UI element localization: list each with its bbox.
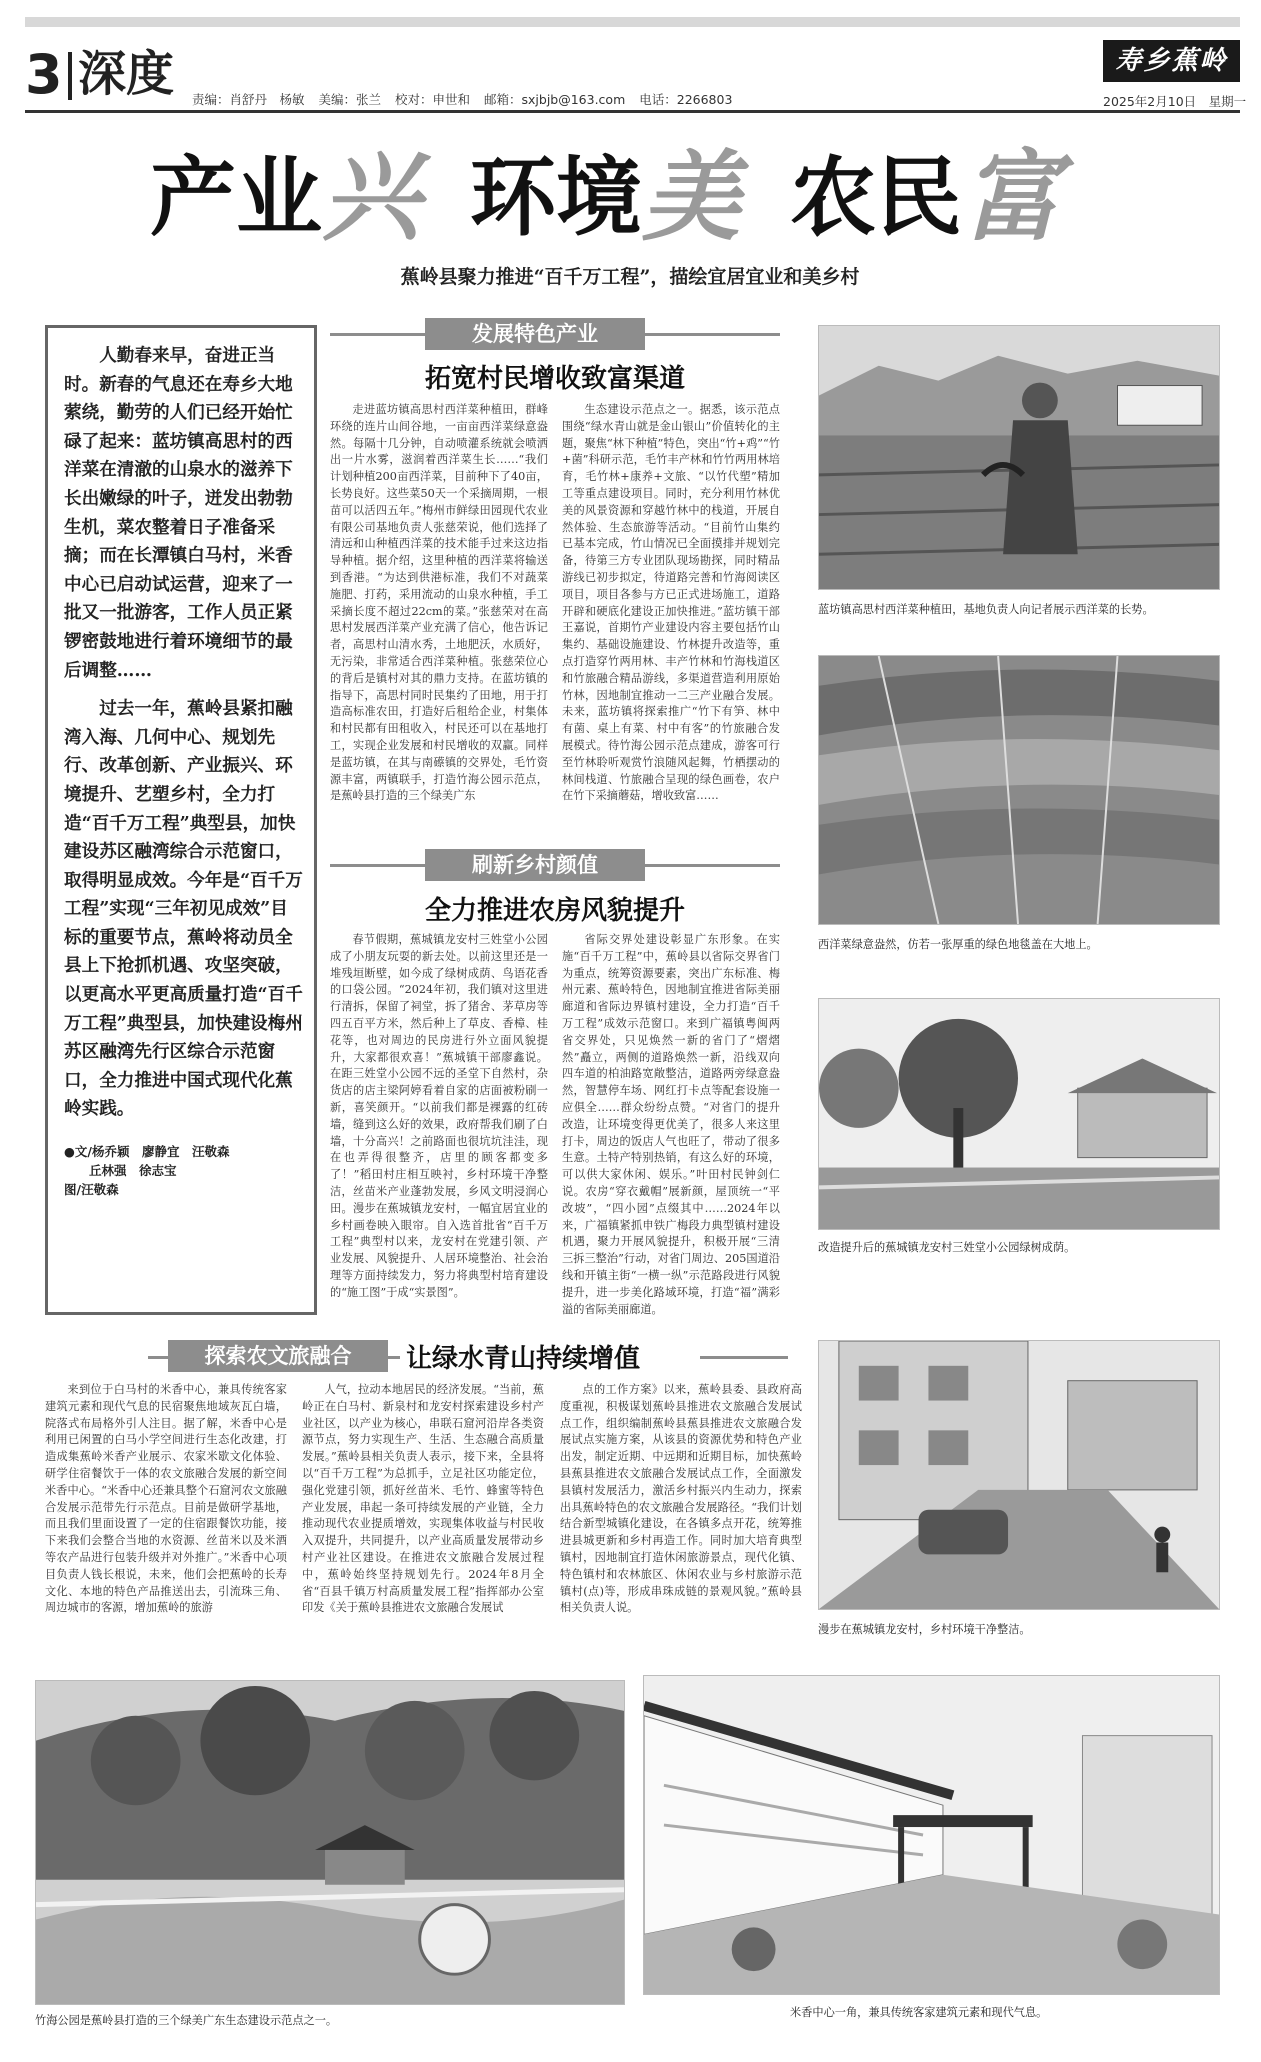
section2-column-2 [562,932,780,1320]
headline-accent3: 富 [962,140,1061,255]
section3-text-2: 人气，拉动本地居民的经济发展。“当前，蕉岭正在白马村、新泉村和龙安村探索建设乡村产业社区，以产业为核心，串联石窟河沿岸各类资源节点，努力实现生产、生活、生态融合高质量发展。”蕉岭县相关负责人表示，接下来，全县将以“百千万工程”为总抓手，立足社区功能定位，强化党建引领，抓好丝苗米、毛竹、蜂蜜等特色产业发展，串起一条可持续发展的产业链，全力推动现代农业提质增效，实现集体收益与村民收入双提升，共同提升，以产业高质量发展带动乡村产业社区建设。在推进农文旅融合发展过程中，蕉岭始终坚持规划先行。2024年8月全省“百县千镇万村高质量发展工程”指挥部办公室印发《关于蕉岭县推进农文旅融合发展试 [302,1383,544,1615]
designer: 美编：张兰 [318,92,382,107]
byline-line-1: ●文/杨乔颖 廖静宜 汪敬森 [64,1144,230,1160]
masthead-separator [68,52,72,100]
photo-bamboo-park [35,1680,625,2005]
section2-column-1 [330,932,548,1320]
lead-paragraph-2: 过去一年，蕉岭县紧扣融湾入海、几何中心、规划先行、改革创新、产业振兴、环境提升、艺塑乡村，全力打造“百千万工程”典型县，加快建设苏区融湾综合示范窗口，取得明显成效。今年是“百千万工程”实现“三年初见成效”目标的重要节点，蕉岭将动员全县上下抢抓机遇、攻坚突破，以更高水平更高质量打造“百千万工程”典型县，加快建设梅州苏区融湾先行区综合示范窗口，全力推进中国式现代化蕉岭实践。 [64,698,303,1120]
section3-column-1 [45,1382,287,1654]
headline-accent1: 兴 [322,140,421,255]
phone: 电话：2266803 [639,92,733,107]
photo-rice-center [643,1675,1220,1995]
headline-part3: 农民 [790,147,962,248]
caption-2: 西洋菜绿意盎然，仿若一张厚重的绿色地毯盖在大地上。 [818,938,1098,951]
headline-part1: 产业 [150,147,322,248]
photo-village-street [818,1340,1220,1610]
editor: 责编：肖舒丹 杨敏 [192,92,305,107]
byline-line-2: 丘林强 徐志宝 [64,1163,177,1179]
section1-text-1: 走进蓝坊镇高思村西洋菜种植田，群峰环绕的连片山间谷地，一亩亩西洋菜绿意盎然。每隔十几分钟，自动喷灌系统就会喷洒出一片水雾，滋润着西洋菜生长……“我们计划种植200亩西洋菜，目前种下了40亩，长势良好。这些菜50天一个采摘周期，一根苗可以活四五年。”梅州市鲜绿田园现代农业有限公司基地负责人张慈荣说，他们选择了清远和山种植西洋菜的技术能手过来这边指导种植。据介绍，这里种植的西洋菜将输送到香港。“为达到供港标准，我们不对蔬菜施肥、打药，采用流动的山泉水种植，手工采摘长度不超过22cm的菜。”张慈荣对在高思村发展西洋菜产业充满了信心，他告诉记者，高思村山清水秀，土地肥沃，水质好，无污染，非常适合西洋菜种植。张慈荣位心的背后是镇村对其的鼎力支持。在蓝坊镇的指导下，高思村同时民集约了田地，用于打造高标准农田，打造好后租给企业，村集体和村民都有田租收入，村民还可以在基地打工，实现企业发展和村民增收的双赢。同样是蓝坊镇，在其与南礤镇的交界处，毛竹资源丰富，两镇联手，打造竹海公园示范点，是蕉岭县打造的三个绿美广东 [330,403,548,803]
caption-4: 漫步在蕉城镇龙安村，乡村环境干净整洁。 [818,1623,1031,1636]
section2-text-2: 省际交界处建设彰显广东形象。在实施“百千万工程”中，蕉岭县以省际交界省门为重点，统筹资源要素，突出广东标准、梅州元素、蕉岭特色，因地制宜推进省际美丽廊道和省际边界镇村建设，全力打造“百千万工程”成效示范窗口。来到广福镇粤闽两省交界处，只见焕然一新的省门了“熠熠然”矗立，两侧的道路焕然一新，沿线双向四车道的柏油路宽敞整洁，道路两旁绿意盎然，智慧停车场、网红打卡点等配套设施一应俱全……群众纷纷点赞。“对省门的提升改造，让环境变得更优美了，很多人来这里打卡，周边的饭店人气也旺了，带动了很多生意。土特产特别热销，有这么好的环境，可以供大家休闲、娱乐。”叶田村民钟剑仁说。农房“穿衣戴帽”展新颜，屋顶统一“平改坡”，“四小园”点缀其中……2024年以来，广福镇紧抓申铁广梅段力典型镇村建设机遇，聚力开展风貌提升，积极开展“三清三拆三整治”行动，对省门周边、205国道沿线和开镇主街“一横一纵”示范路段进行风貌提升，进一步美化路域环境，打造“福”满彩溢的省际美丽廊道。 [562,933,780,1316]
byline [64,1142,304,1199]
photo-watercress-terraces [818,655,1220,925]
section1-text-2: 生态建设示范点之一。据悉，该示范点围绕“绿水青山就是金山银山”价值转化的主题，聚焦“林下种植”特色，突出“竹+鸡”“竹+菌”科研示范，毛竹丰产林和竹竹两用林培育，毛竹林+康养+文旅、“以竹代塑”精加工等重点建设项目。同时，充分利用竹林优美的风景资源和穿越竹林中的栈道，开展自然体验、生态旅游等活动。“目前竹山集约已基本完成，竹山情况已全面摸排并规划完备，待第三方专业团队现场勘探，同时精品游线已初步拟定，待道路完善和竹海阅读区项目，项目各参与方已正式进场施工，道路开辟和硬底化建设正加快推进。”蓝坊镇干部王嘉说，首期竹产业建设内容主要包括竹山集约、基础设施建设、竹林提升改造等，重点打造穿竹两用林、丰产竹林和竹海栈道区和竹旅融合精品游线，多渠道营造利用原始竹林，因地制宜推动一二三产业融合发展。未来，蓝坊镇将探索推广“竹下有笋、林中有菌、桌上有菜、村中有客”的竹旅融合发展模式。待竹海公园示范点建成，游客可行至竹林聆听观赏竹浪随风起舞，竹栖摆动的林间栈道、竹旅融合呈现的绿色画卷，农户在竹下采摘蘑菇，增收致富…… [562,403,780,803]
section3-banner: 探索农文旅融合 [168,1340,388,1372]
photo-farmer-watercress [818,325,1220,590]
section1-title: 拓宽村民增收致富渠道 [424,364,685,394]
main-headline [150,140,1061,255]
newspaper-logo: 寿乡蕉岭 [1103,40,1240,82]
top-gray-bar [25,17,1240,27]
headline-accent2: 美 [642,140,741,255]
section1-column-1 [330,402,548,806]
caption-5: 竹海公园是蕉岭县打造的三个绿美广东生态建设示范点之一。 [35,2014,338,2027]
section3-title: 让绿水青山持续增值 [400,1338,700,1375]
section3-text-1: 来到位于白马村的米香中心，兼具传统客家建筑元素和现代气息的民宿聚焦地域灰瓦白墙，院落式布局格外引人注目。据了解，米香中心是利用已闲置的白马小学空间进行生态化改建，打造成集蕉岭米香产业展示、农家米歇文化体验、研学住宿餐饮于一体的农文旅融合发展的新空间米香中心。“米香中心还兼具整个石窟河农文旅融合发展示范带先行示范点。目前是做研学基地，而且我们里面设置了一定的住宿跟餐饮功能，接下来我们会整合当地的水资源、丝苗米以及米酒等农产品进行包装升级并对外推广。”米香中心项目负责人钱长根说，未来，他们会把蕉岭的长寿文化、本地的特色产品推送出去，引流珠三角、周边城市的客源，增加蕉岭的旅游 [45,1383,287,1615]
section1-banner: 发展特色产业 [425,318,645,350]
headline-part2: 环境 [470,147,642,248]
email: 邮箱：sxjbjb@163.com [484,92,626,107]
section3-text-3: 点的工作方案》以来，蕉岭县委、县政府高度重视，积极谋划蕉岭县推进农文旅融合发展试点工作，组织编制蕉岭县蕉县推进农文旅融合发展试点实施方案，从该县的资源优势和特色产业出发，制定近期、中远期和近期目标，加快蕉岭县蕉县推进农文旅融合发展试点工作，全面激发县镇村发展活力，激活乡村振兴内生动力，探索出具蕉岭特色的农文旅融合发展路径。“我们计划结合新型城镇化建设，在各镇多点开花，统筹推进县城更新和乡村再造工作。同时加大培育典型镇村，因地制宜打造休闲旅游景点，现代化镇、特色镇村和农林旅区、休闲农业与乡村旅游示范镇村(点)等，形成串珠成链的景观风貌。”蕉岭县相关负责人说。 [560,1383,802,1615]
caption-1: 蓝坊镇高思村西洋菜种植田，基地负责人向记者展示西洋菜的长势。 [818,603,1154,616]
lead-box [45,325,317,1315]
section2-title: 全力推进农房风貌提升 [424,896,685,926]
credits-line [192,90,742,108]
lead-paragraph-1: 人勤春来早，奋进正当时。新春的气息还在寿乡大地萦绕，勤劳的人们已经开始忙碌了起来：蓝坊镇高思村的西洋菜在清澈的山泉水的滋养下长出嫩绿的叶子，迸发出勃勃生机，菜农整着日子准备采摘；而在长潭镇白马村，米香中心已启动试运营，迎来了一批又一批游客，工作人员正紧锣密鼓地进行着环境细节的最后调整…… [64,345,293,681]
photo-pocket-park [818,998,1220,1230]
section3-column-2 [302,1382,544,1654]
section2-text-1: 春节假期，蕉城镇龙安村三姓堂小公园成了小朋友玩耍的新去处。以前这里还是一堆残垣断壁，如今成了绿树成荫、鸟语花香的口袋公园。“2024年初，我们镇对这里进行清拆，保留了祠堂，拆了猪舍、茅草房等四五百平方米，然后种上了草皮、香樟、桂花等，也对周边的民房进行外立面风貌提升，大家都很欢喜！”蕉城镇干部廖鑫说。在距三姓堂小公园不远的圣堂下自然村，杂货店的店主梁阿婷看着自家的店面被粉刷一新，喜笑颜开。“以前我们都是裸露的红砖墙，缝到这么好的效果，政府帮我们刷了白墙，十分高兴！之前路面也很坑坑洼洼，现在也弄得很整齐，店里的顾客都变多了！”稻田村庄相互映衬，乡村环境干净整洁，丝苗米产业蓬勃发展，乡风文明浸润心田。漫步在蕉城镇龙安村，一幅宜居宜业的乡村画卷映入眼帘。自入选首批省“百千万工程”典型村以来，龙安村在党建引领、产业发展、风貌提升、人居环境整治、社会治理等方面持续发力，努力将典型村培育建设的“施工图”于成“实景图”。 [330,933,548,1299]
masthead-rule [25,110,1240,113]
byline-line-3: 图/汪敬森 [64,1182,119,1198]
caption-3: 改造提升后的蕉城镇龙安村三姓堂小公园绿树成荫。 [818,1241,1076,1254]
section3-column-3 [560,1382,802,1654]
caption-6: 米香中心一角，兼具传统客家建筑元素和现代气息。 [790,2006,1048,2019]
page-number: 3 [25,43,63,106]
issue-date: 2025年2月10日 星期一 [1103,94,1247,109]
proofreader: 校对：申世和 [395,92,471,107]
section2-banner: 刷新乡村颜值 [425,849,645,881]
subheadline: 蕉岭县聚力推进“百千万工程”，描绘宜居宜业和美乡村 [400,266,860,288]
section-title: 深度 [78,46,175,102]
section1-column-2 [562,402,780,806]
